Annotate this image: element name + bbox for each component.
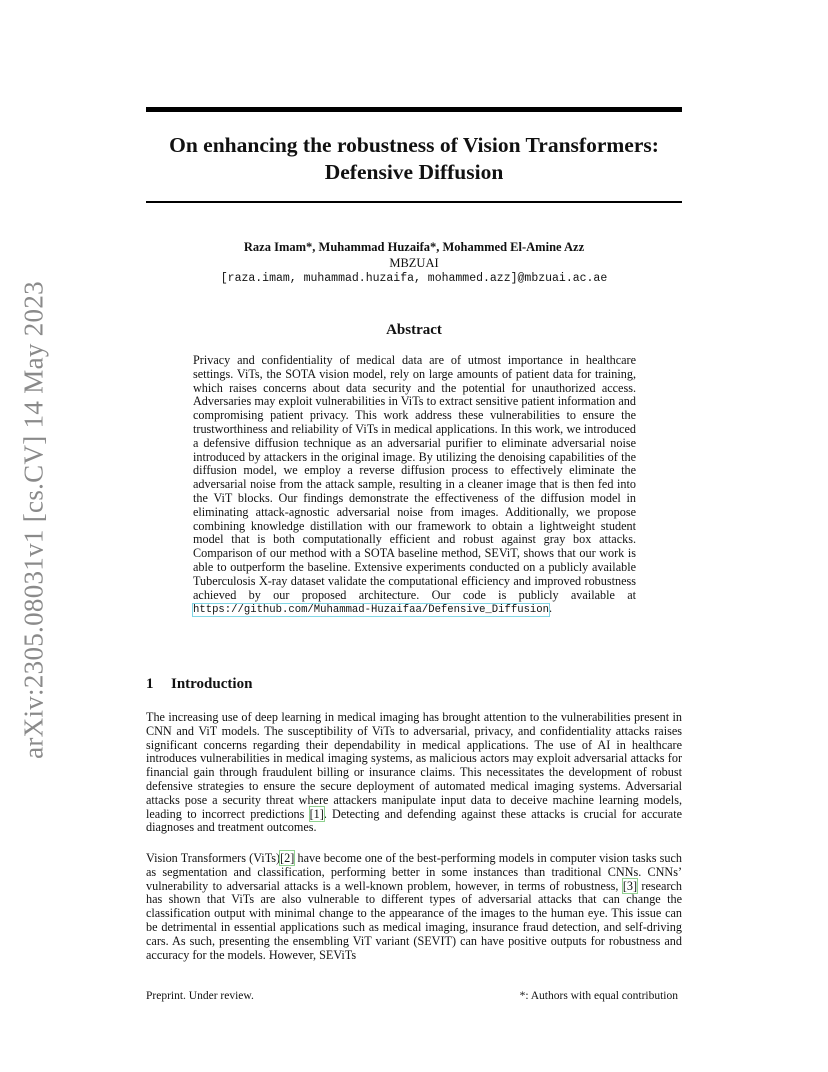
section-title: Introduction (171, 676, 253, 692)
citation-3[interactable]: [3] (622, 878, 638, 893)
arxiv-sidebar-stamp (14, 280, 54, 760)
citation-2[interactable]: [2] (280, 851, 295, 865)
arxiv-identifier: arXiv:2305.08031v1 [cs.CV] 14 May 2023 (18, 281, 49, 759)
abstract-heading: Abstract (386, 322, 442, 338)
author-emails: [raza.imam, muhammad.huzaifa, mohammed.azz]@mbzuai.ac.ae (220, 272, 608, 285)
footer-contribution-note: *: Authors with equal contribution (519, 990, 678, 1002)
paper-title (146, 132, 682, 186)
intro-paragraph-1 (146, 711, 682, 835)
section-number: 1 (146, 676, 154, 692)
title-line-2: Defensive Diffusion (324, 160, 504, 184)
p2-text-b: have become one of the best-performing models in computer vision tasks such as segmentation and classification, performing better in some instances than traditional CNNs. CNNs’ vulnerability to adversarial attacks is a well-known problem, however, in terms of robustness, (146, 851, 683, 893)
author-names: Raza Imam*, Muhammad Huzaifa*, Mohammed El-Amine Azz (243, 240, 585, 254)
affiliation: MBZUAI (389, 256, 439, 270)
footer-preprint-note: Preprint. Under review. (146, 990, 254, 1002)
citation-1[interactable]: [1] (309, 806, 324, 821)
p1-text-a: The increasing use of deep learning in medical imaging has brought attention to the vulnerabilities present in CNN and ViT models. The susceptibility of ViTs to adversarial, privacy, and confidentiality attacks raises significant concerns regarding their dependability in medical applications. The use of AI in healthcare introduces vulnerabilities in medical imaging systems, as malicious actors may exploit adversarial attacks for financial gain through fraudulent billing or insurance claims. This necessitates the development of robust defensive strategies to ensure the secure deployment of automated medical imaging systems. Adversarial attacks pose a security threat where attackers manipulate input data to deceive machine learning models, leading to incorrect predictions (146, 710, 682, 821)
abstract-end: . (549, 601, 553, 616)
p2-text-a: Vision Transformers (ViTs) (146, 851, 281, 865)
section-heading-introduction (146, 676, 682, 693)
code-link[interactable]: https://github.com/Muhammad-Huzaifaa/Defensive_Diffusion (193, 604, 550, 617)
title-top-rule (146, 107, 682, 112)
abstract-text: Privacy and confidentiality of medical data are of utmost importance in healthcare settings. ViTs, the SOTA vision model, rely on large amounts of patient data for training, which raises concerns about data security and the potential for unauthorized access. Adversaries may exploit vulnerabilities in ViTs to extract sensitive patient information and compromising patient privacy. This work address these vulnerabilities to ensure the trustworthiness and reliability of ViTs in medical applications. In this work, we introduced a defensive diffusion technique as an adversarial purifier to eliminate adversarial noise introduced by attackers in the original image. By utilizing the denoising capabilities of the diffusion model, we employ a reverse diffusion process to effectively eliminate the adversarial noise from the attack sample, resulting in a cleaner image that is then fed into the ViT blocks. Our findings demonstrate the effectiveness of the diffusion model in eliminating attack-agnostic adversarial noise from images. Additionally, we propose combining knowledge distillation with our framework to obtain a lightweight student model that is both computationally efficient and robust against gray box attacks. Comparison of our method with a SOTA baseline method, SEViT, shows that our work is able to outperform the baseline. Extensive experiments conducted on a publicly available Tuberculosis X-ray dataset validate the computational efficiency and improved robustness achieved by our proposed architecture. Our code is publicly available at (193, 353, 636, 602)
title-line-1: On enhancing the robustness of Vision Transformers: (169, 133, 659, 157)
abstract-body (193, 354, 636, 618)
author-block (146, 239, 682, 287)
p2-text-c: research has shown that ViTs are also vulnerable to different types of adversarial attacks that can change the classification output with minimal change to the appearance of the images to the human eye. This issue can be detrimental in essential applications such as medical imaging, insurance fraud detection, and self-driving cars. As such, presenting the ensembling ViT variant (SEVIT) can have positive outputs for robustness and accuracy for the models. However, SEViTs (146, 878, 683, 962)
title-bottom-rule (146, 201, 682, 203)
intro-paragraph-2 (146, 852, 682, 962)
p1-text-b: . Detecting and defending against these attacks is crucial for accurate diagnoses and treatment outcomes. (146, 806, 682, 835)
page-footer (146, 990, 682, 1002)
